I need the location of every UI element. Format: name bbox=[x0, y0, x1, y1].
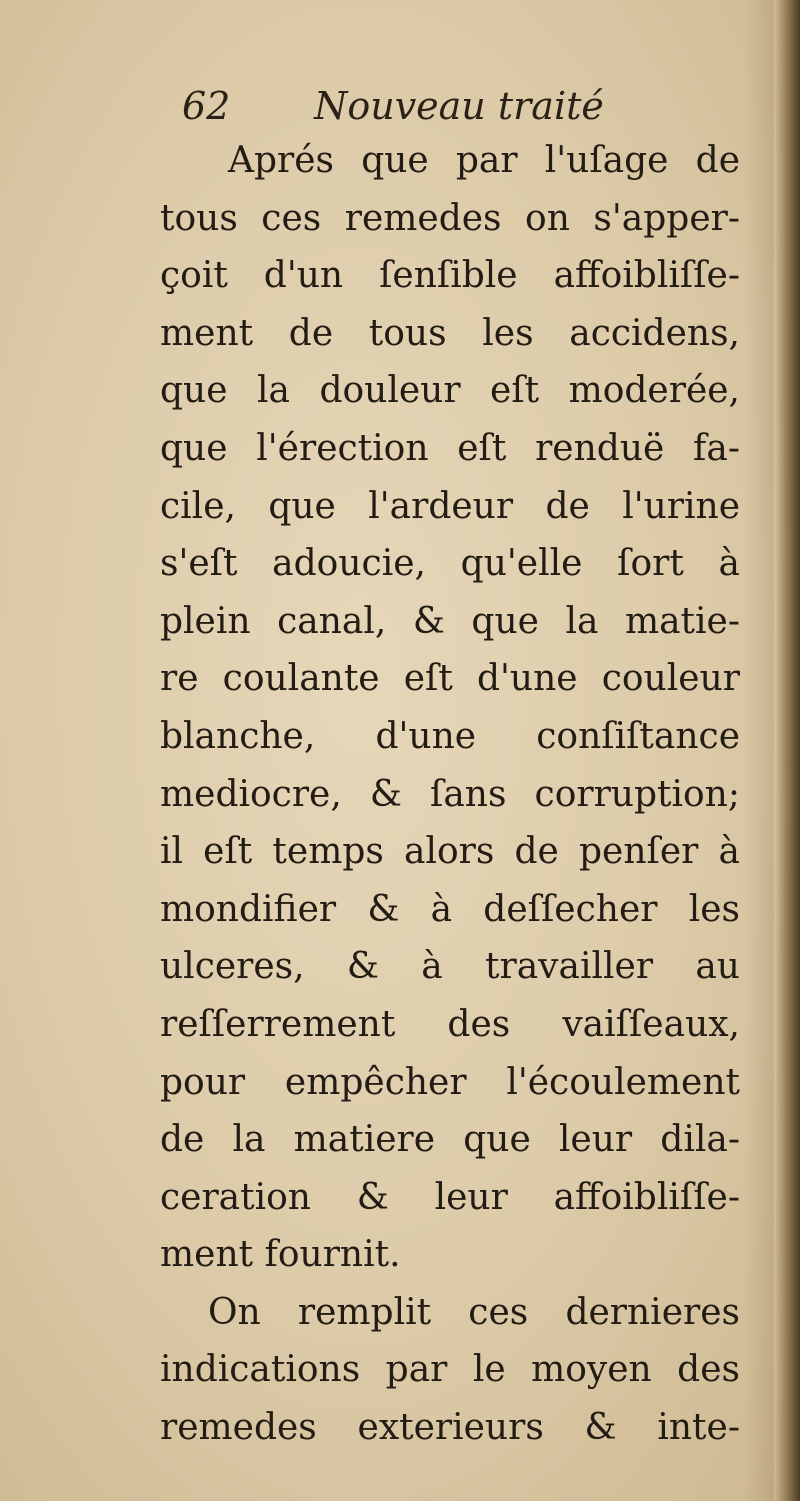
text-line: On remplit ces dernieres bbox=[208, 1291, 740, 1333]
text-line: ulceres, & à travailler au bbox=[160, 946, 740, 988]
paragraph bbox=[160, 132, 740, 1284]
text-line: tous ces remedes on s'apper- bbox=[160, 197, 740, 239]
text-line: çoit d'un ſenſible affoibliſſe- bbox=[160, 255, 740, 297]
page-gutter-shadow bbox=[744, 0, 774, 1501]
paragraph bbox=[160, 1284, 740, 1457]
text-line: pour empêcher l'écoulement bbox=[160, 1061, 740, 1103]
text-line: ceration & leur affoibliſſe- bbox=[160, 1176, 740, 1218]
text-line: remedes exterieurs & inte- bbox=[160, 1407, 740, 1449]
text-line: re coulante eſt d'une couleur bbox=[160, 658, 740, 700]
text-line: indications par le moyen des bbox=[160, 1349, 740, 1391]
text-line: Aprés que par l'uſage de bbox=[228, 140, 740, 181]
text-line: mondifier & à deſſecher les bbox=[160, 888, 740, 930]
text-line: cile, que l'ardeur de l'urine bbox=[160, 485, 740, 527]
text-line: ment de tous les accidens, bbox=[160, 312, 740, 354]
text-line: que la douleur eſt moderée, bbox=[160, 370, 740, 412]
text-line: blanche, d'une conſiſtance bbox=[160, 715, 740, 757]
running-header bbox=[182, 84, 604, 128]
text-line: mediocre, & ſans corruption; bbox=[160, 773, 740, 815]
running-title: Nouveau traité bbox=[314, 84, 604, 128]
text-line: s'eſt adoucie, qu'elle ſort à bbox=[160, 543, 740, 585]
text-line: reſſerrement des vaiſſeaux, bbox=[160, 1003, 740, 1045]
text-line: il eſt temps alors de penſer à bbox=[160, 831, 740, 873]
text-line: plein canal, & que la matie- bbox=[160, 600, 740, 642]
text-line: ment fournit. bbox=[160, 1234, 401, 1276]
body-text bbox=[160, 132, 740, 1457]
book-spine-edge bbox=[774, 0, 800, 1501]
page-number: 62 bbox=[182, 84, 231, 128]
text-line: de la matiere que leur dila- bbox=[160, 1119, 740, 1161]
text-line: que l'érection eſt renduë fa- bbox=[160, 427, 740, 469]
